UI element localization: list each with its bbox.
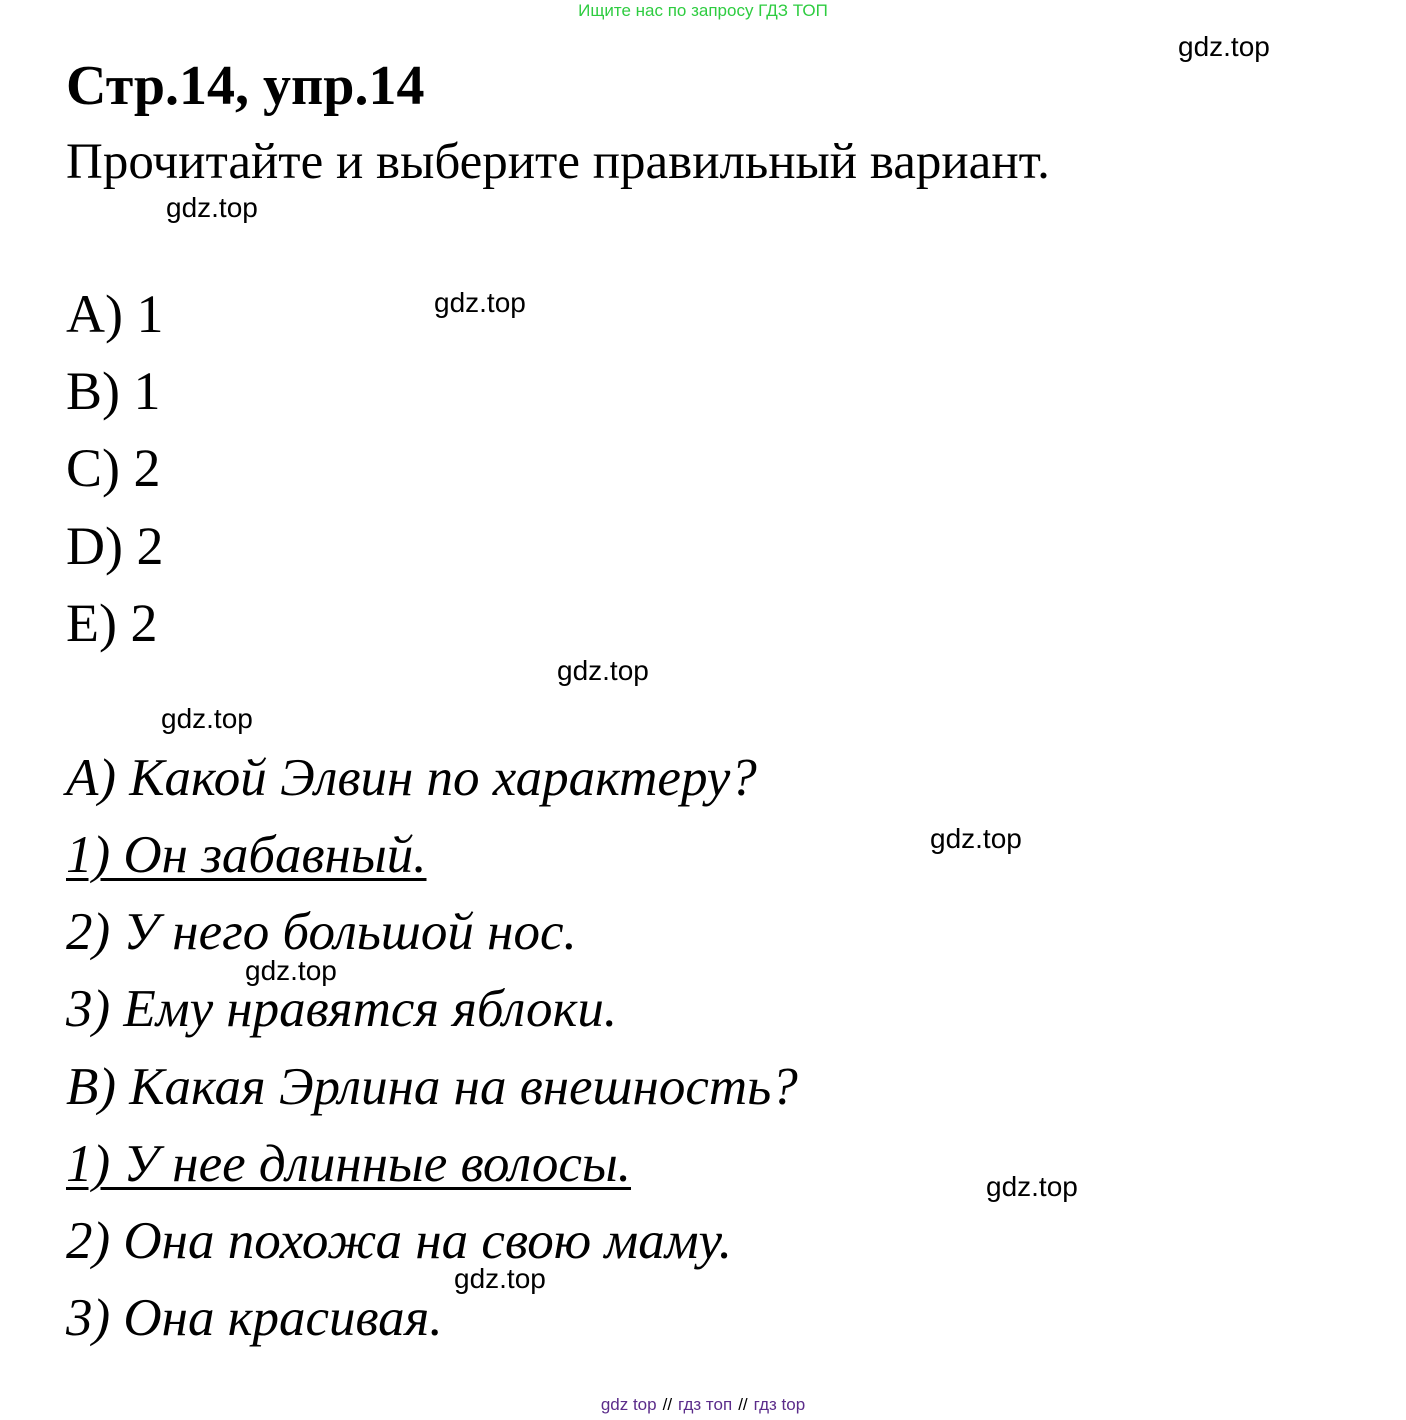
- question-a-option-1-correct: 1) Он забавный.: [66, 826, 427, 884]
- footer-separator: //: [662, 1395, 673, 1414]
- watermark: gdz.top: [1178, 31, 1270, 62]
- answer-e: E) 2: [66, 593, 158, 653]
- question-b-option-3: 3) Она красивая.: [66, 1289, 443, 1347]
- question-a-option-3: 3) Ему нравятся яблоки.: [66, 980, 618, 1038]
- watermark: gdz.top: [161, 703, 253, 734]
- question-b-option-1-correct: 1) У нее длинные волосы.: [66, 1135, 631, 1193]
- watermark: gdz.top: [166, 192, 258, 223]
- question-b-option-2: 2) Она похожа на свою маму.: [66, 1212, 732, 1270]
- watermark: gdz.top: [454, 1263, 546, 1294]
- footer-link-gdz-top-mixed[interactable]: гдз top: [753, 1395, 806, 1414]
- answer-a: A) 1: [66, 284, 164, 344]
- question-b: B) Какая Эрлина на внешность?: [66, 1058, 798, 1116]
- watermark: gdz.top: [434, 287, 526, 318]
- watermark: gdz.top: [930, 823, 1022, 854]
- footer-link-gdz-top[interactable]: gdz top: [600, 1395, 657, 1414]
- watermark: gdz.top: [245, 955, 337, 986]
- answer-c: C) 2: [66, 438, 161, 498]
- footer: [0, 1394, 1406, 1416]
- question-a-option-2: 2) У него большой нос.: [66, 903, 577, 961]
- watermark: gdz.top: [557, 655, 649, 686]
- watermark: gdz.top: [986, 1171, 1078, 1202]
- answer-d: D) 2: [66, 516, 164, 576]
- page-title: Стр.14, упр.14: [66, 55, 425, 117]
- footer-separator: //: [738, 1395, 748, 1414]
- answer-b: B) 1: [66, 361, 161, 421]
- footer-link-gdz-top-ru[interactable]: гдз топ: [678, 1395, 733, 1414]
- exercise-instruction: Прочитайте и выберите правильный вариант.: [66, 134, 1050, 190]
- top-banner-text: Ищите нас по запросу ГДЗ ТОП: [578, 1, 828, 20]
- question-a: A) Какой Элвин по характеру?: [66, 749, 757, 807]
